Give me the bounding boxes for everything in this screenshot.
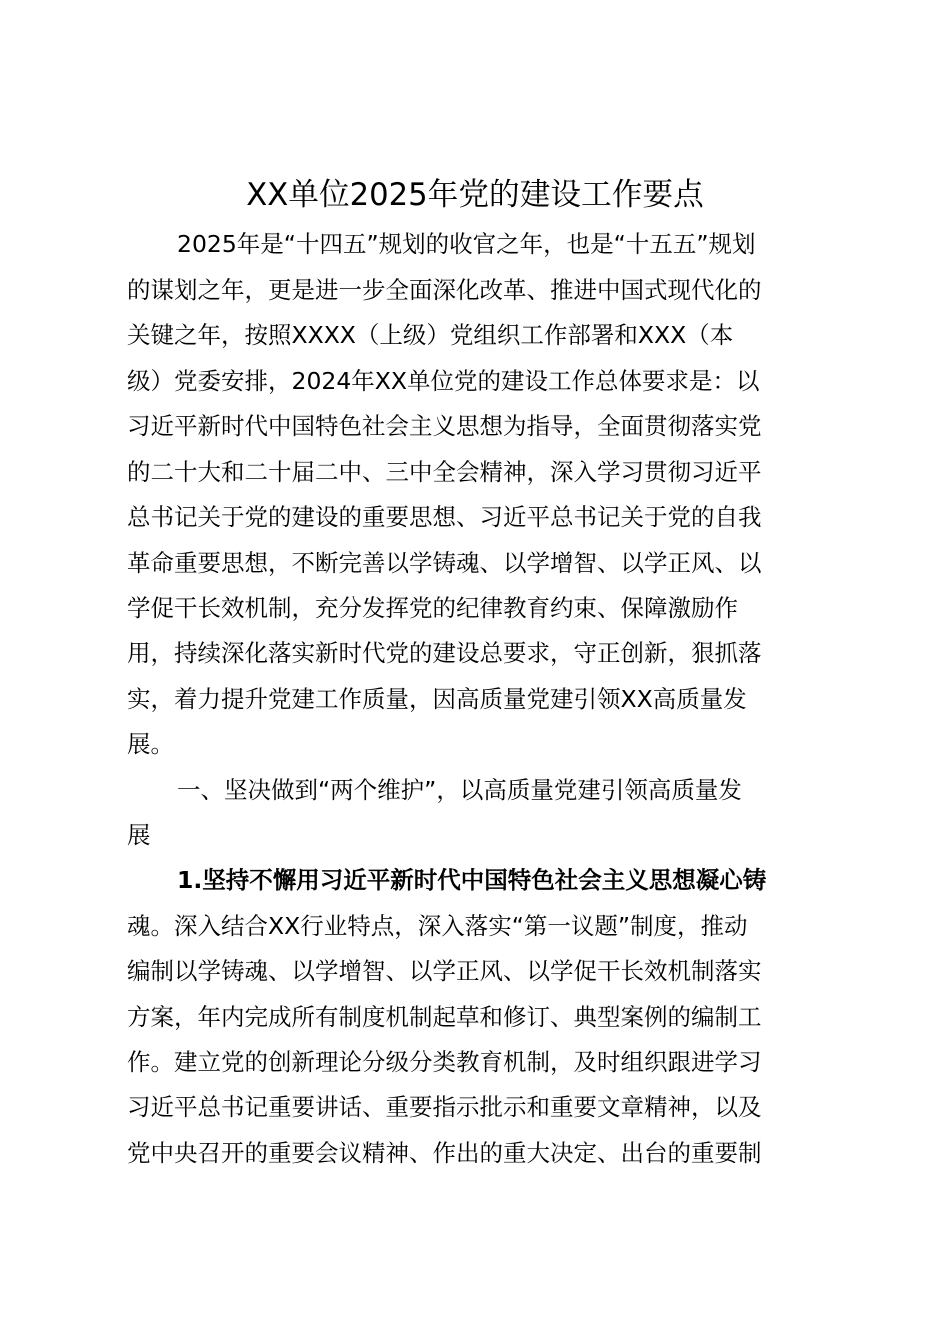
document-title: XX单位2025年党的建设工作要点 <box>246 177 704 213</box>
intro-paragraph-line: 关键之年，按照XXXX（上级）党组织工作部署和XXX（本 <box>127 321 734 349</box>
intro-paragraph-line: 习近平新时代中国特色社会主义思想为指导，全面贯彻落实党 <box>127 412 762 440</box>
item-paragraph-line: 习近平总书记重要讲话、重要指示批示和重要文章精神，以及 <box>127 1093 762 1121</box>
item-paragraph-line: 党中央召开的重要会议精神、作出的重大决定、出台的重要制 <box>127 1139 762 1167</box>
intro-paragraph-line: 总书记关于党的建设的重要思想、习近平总书记关于党的自我 <box>127 503 762 531</box>
intro-paragraph-line: 2025年是“十四五”规划的收官之年，也是“十五五”规划 <box>177 230 756 258</box>
item-paragraph-line: 魂。深入结合XX行业特点，深入落实“第一议题”制度，推动 <box>127 912 748 940</box>
intro-paragraph-line: 实，着力提升党建工作质量，因高质量党建引领XX高质量发 <box>127 685 747 713</box>
section-heading-line: 展 <box>127 821 151 849</box>
intro-paragraph-line: 展。 <box>127 730 174 758</box>
item-paragraph-line: 方案，年内完成所有制度机制起草和修订、典型案例的编制工 <box>127 1003 762 1031</box>
item-paragraph-line: 作。建立党的创新理论分级分类教育机制，及时组织跟进学习 <box>127 1048 762 1076</box>
item-paragraph-line: 编制以学铸魂、以学增智、以学正风、以学促干长效机制落实 <box>127 957 762 985</box>
intro-paragraph-line: 革命重要思想，不断完善以学铸魂、以学增智、以学正风、以 <box>127 549 762 577</box>
intro-paragraph-line: 学促干长效机制，充分发挥党的纪律教育约束、保障激励作 <box>127 594 738 622</box>
section-heading-line: 一、坚决做到“两个维护”，以高质量党建引领高质量发 <box>177 776 742 804</box>
intro-paragraph-line: 用，持续深化落实新时代党的建设总要求，守正创新，狠抓落 <box>127 639 762 667</box>
intro-paragraph-line: 级）党委安排，2024年XX单位党的建设工作总体要求是：以 <box>127 367 760 395</box>
intro-paragraph-line: 的谋划之年，更是进一步全面深化改革、推进中国式现代化的 <box>127 276 762 304</box>
intro-paragraph-line: 的二十大和二十届二中、三中全会精神，深入学习贯彻习近平 <box>127 458 762 486</box>
item-heading: 1.坚持不懈用习近平新时代中国特色社会主义思想凝心铸 <box>177 866 767 894</box>
